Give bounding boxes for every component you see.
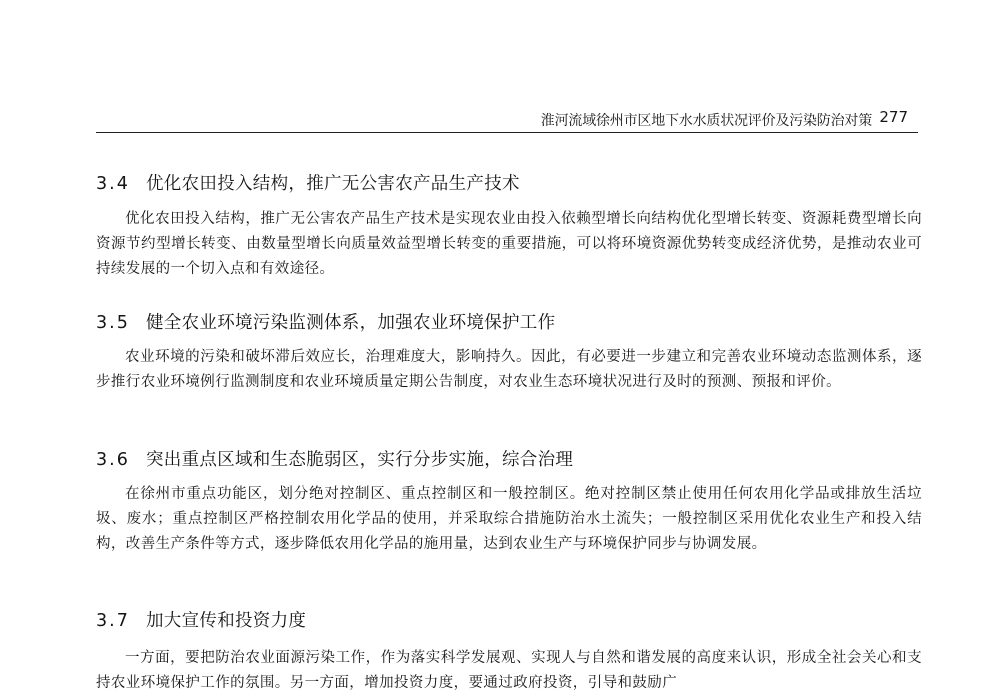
section-body-3-7: 一方面，要把防治农业面源污染工作，作为落实科学发展观、实现人与自然和谐发展的高度来认识，形成全社会关心和支持农业环境保护工作的氛围。另一方面，增加投资力度，要通过政府投资，引导和鼓励广 <box>96 650 922 691</box>
section-number: 3.6 <box>96 450 130 470</box>
running-header-title: 淮河流域徐州市区地下水水质状况评价及污染防治对策 <box>540 113 872 129</box>
section-heading-3-4 <box>96 170 520 195</box>
section-body-3-5: 农业环境的污染和破坏滞后效应长，治理难度大，影响持久。因此，有必要进一步建立和完善农业环境动态监测体系，逐步推行农业环境例行监测制度和农业环境质量定期公告制度，对农业生态环境状况进行及时的预测、预报和评价。 <box>96 349 922 390</box>
section-title: 加大宣传和投资力度 <box>146 611 307 631</box>
page-number: 277 <box>879 108 908 126</box>
section-body-3-6: 在徐州市重点功能区，划分绝对控制区、重点控制区和一般控制区。绝对控制区禁止使用任何农用化学品或排放生活垃圾、废水；重点控制区严格控制农用化学品的使用，并采取综合措施防治水土流失；一般控制区采用优化农业生产和投入结构，改善生产条件等方式，逐步降低农用化学品的施用量，达到农业生产与环境保护同步与协调发展。 <box>96 486 922 552</box>
running-header <box>96 108 918 133</box>
section-body-3-4: 优化农田投入结构，推广无公害农产品生产技术是实现农业由投入依赖型增长向结构优化型增长转变、资源耗费型增长向资源节约型增长转变、由数量型增长向质量效益型增长转变的重要措施，可以将环境资源优势转变成经济优势，是推动农业可持续发展的一个切入点和有效途径。 <box>96 211 922 277</box>
section-title: 优化农田投入结构，推广无公害农产品生产技术 <box>146 174 520 194</box>
section-heading-3-6 <box>96 446 573 471</box>
section-number: 3.7 <box>96 611 130 631</box>
section-title: 健全农业环境污染监测体系，加强农业环境保护工作 <box>146 313 556 333</box>
section-number: 3.5 <box>96 313 130 333</box>
section-heading-3-7 <box>96 607 306 632</box>
section-title: 突出重点区域和生态脆弱区，实行分步实施，综合治理 <box>146 450 574 470</box>
section-heading-3-5 <box>96 309 555 334</box>
section-number: 3.4 <box>96 174 130 194</box>
